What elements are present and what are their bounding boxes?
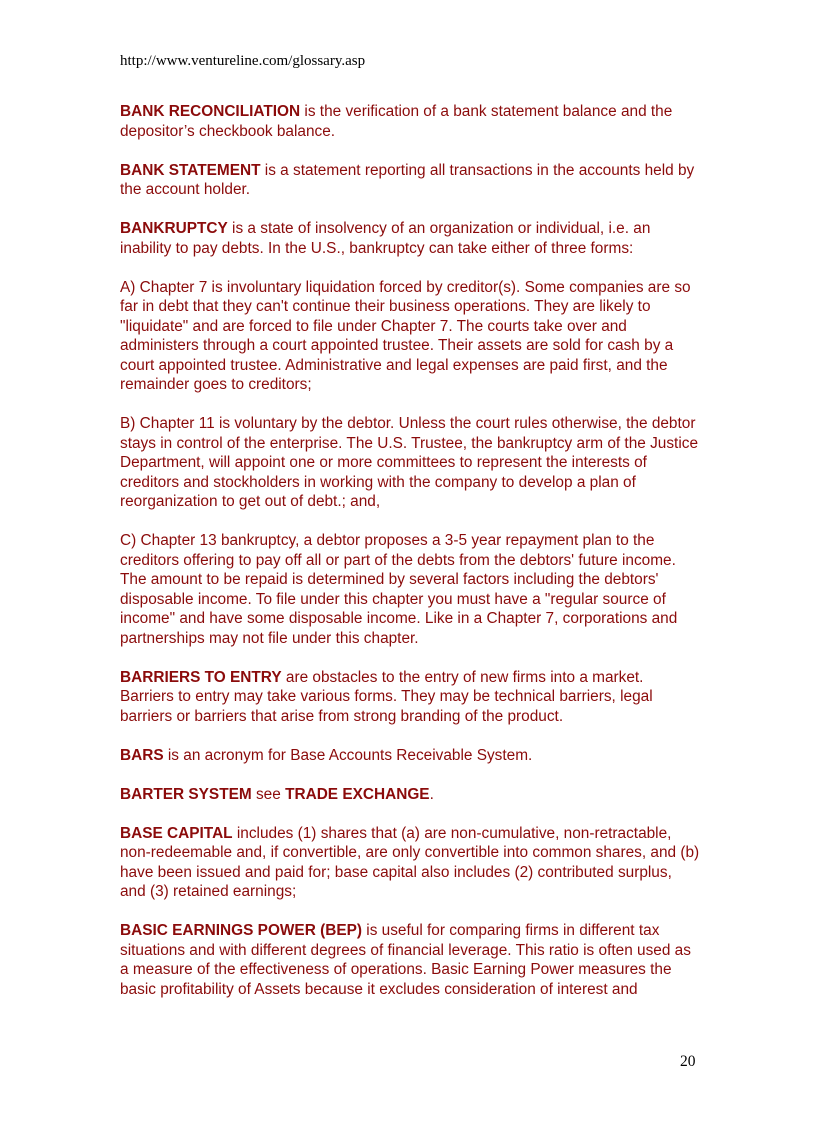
paragraph-text: B) Chapter 11 is voluntary by the debtor. Unless the court rules otherwise, the debtor stays in control of the enterprise. The U.S. Trustee, the bankruptcy arm of the Justice Department, will appoint one or more committees to represent the interests of creditors and stockholders in working with the company to develop a plan of reorganization to get out of debt.; and, xyxy=(120,415,698,510)
glossary-definition: is the verification of a bank statement balance and the depositor’s checkbook balance. xyxy=(120,103,673,140)
glossary-cross-reference: TRADE EXCHANGE xyxy=(285,785,430,803)
glossary-definition: includes (1) shares that (a) are non-cumulative, non-retractable, non-redeemable and, if convertible, are only convertible into common shares, and (b) have been issued and paid for; base capital also includes (2) contributed surplus, and (3) retained earnings; xyxy=(120,824,700,900)
glossary-term: BASIC EARNINGS POWER (BEP) xyxy=(120,922,362,939)
glossary-definition: see xyxy=(251,785,286,803)
glossary-entry-bank-statement xyxy=(120,161,700,200)
glossary-entry-bankruptcy xyxy=(120,219,700,258)
glossary-entry-bars xyxy=(120,746,700,766)
glossary-definition: is a state of insolvency of an organization or individual, i.e. an inability to pay debts. In the U.S., bankruptcy can take either of three forms: xyxy=(120,220,651,257)
glossary-entry-barter-system xyxy=(120,785,700,805)
header-url: http://www.ventureline.com/glossary.asp xyxy=(120,53,366,69)
glossary-definition: are obstacles to the entry of new firms into a market. Barriers to entry may take various forms. They may be technical barriers, legal barriers or barriers that arise from strong branding of the product. xyxy=(120,668,653,725)
glossary-entry-base-capital xyxy=(120,824,700,902)
glossary-term: BANKRUPTCY xyxy=(120,220,228,237)
paragraph-text: C) Chapter 13 bankruptcy, a debtor proposes a 3-5 year repayment plan to the creditors offering to pay off all or part of the debts from the debtors' future income. The amount to be repaid is determined by several factors including the debtors' disposable income. To file under this chapter you must have a "regular source of income" and have some disposable income. Like in a Chapter 7, corporations and partnerships may not file under this chapter. xyxy=(120,532,678,647)
bankruptcy-chapter-13-paragraph xyxy=(120,531,700,648)
bankruptcy-chapter-7-paragraph xyxy=(120,278,700,395)
glossary-definition: is an acronym for Base Accounts Receivable System. xyxy=(163,746,533,764)
glossary-term: BANK RECONCILIATION xyxy=(120,103,301,120)
bankruptcy-chapter-11-paragraph xyxy=(120,414,700,512)
glossary-term: BARTER SYSTEM xyxy=(120,785,252,803)
glossary-definition-tail: . xyxy=(429,785,434,803)
page-number: 20 xyxy=(680,1053,696,1070)
glossary-term: BARS xyxy=(120,746,164,764)
glossary-entry-basic-earnings-power xyxy=(120,921,700,999)
glossary-term: BARRIERS TO ENTRY xyxy=(120,668,282,686)
paragraph-text: A) Chapter 7 is involuntary liquidation forced by creditor(s). Some companies are so far in debt that they can't continue their business operations. They are likely to "liquidate" and are forced to file under Chapter 7. The courts take over and administers through a court appointed trustee. Their assets are sold for cash by a court appointed trustee. Administrative and legal expenses are paid first, and the remainder goes to creditors; xyxy=(120,278,691,393)
glossary-entry-barriers-to-entry xyxy=(120,668,700,727)
glossary-term: BASE CAPITAL xyxy=(120,824,233,842)
glossary-content xyxy=(120,102,700,1019)
glossary-entry-bank-reconciliation xyxy=(120,102,700,141)
glossary-definition: is useful for comparing firms in different tax situations and with different degrees of financial leverage. This ratio is often used as a measure of the effectiveness of operations. Basic Earning Power measures the basic profitability of Assets because it excludes consideration of interest and xyxy=(120,922,691,998)
glossary-definition: is a statement reporting all transactions in the accounts held by the account holder. xyxy=(120,161,695,198)
glossary-term: BANK STATEMENT xyxy=(120,161,261,179)
